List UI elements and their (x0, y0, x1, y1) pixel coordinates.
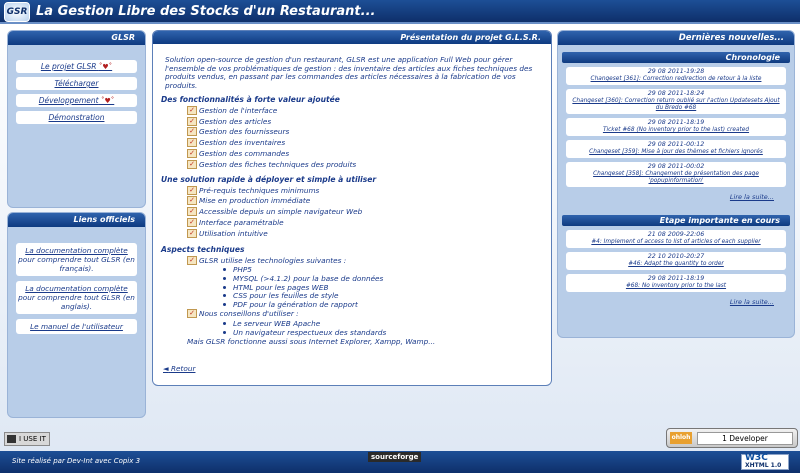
site-footer (0, 451, 800, 473)
news-date: 29 08 2011-00:02 (647, 163, 705, 170)
checkbox-icon: ✓ (187, 127, 197, 136)
feature-item (187, 159, 541, 170)
feature-label: Gestion des fiches techniques des produits (199, 159, 357, 169)
back-label: Retour (170, 364, 196, 373)
news-date: 22 10 2010-20:27 (647, 253, 705, 260)
news-date: 29 08 2011-18:24 (647, 90, 705, 97)
ohloh-logo: ohloh (670, 432, 692, 444)
news-item[interactable] (566, 140, 786, 158)
tech-uses-label: GLSR utilise les technologies suivantes : (199, 255, 347, 265)
feature-label: Gestion des commandes (199, 149, 290, 159)
tech-item (223, 283, 541, 292)
site-title: La Gestion Libre des Stocks d'un Restaurant... (36, 4, 376, 19)
news-date: 29 08 2011-18:19 (647, 275, 705, 282)
xhtml-label: XHTML (745, 462, 769, 469)
feature-item (187, 137, 541, 148)
milestone-title: Etape importante en cours (562, 215, 790, 226)
news-item[interactable] (566, 89, 786, 114)
features-title: Des fonctionnalités à forte valeur ajoutée (161, 95, 340, 104)
glsr-menu-title: GLSR (8, 31, 145, 45)
bullet-icon (223, 268, 226, 271)
menu-item-developpement[interactable] (16, 94, 137, 107)
compat-note: Mais GLSR fonctionne aussi sous Internet Explorer, Xampp, Wamp... (187, 336, 436, 346)
feature-item (187, 228, 541, 239)
presentation-title: Présentation du projet G.L.S.R. (153, 31, 551, 44)
milestone-item[interactable] (566, 252, 786, 270)
checkbox-icon: ✓ (187, 218, 197, 227)
advise-item (223, 319, 541, 328)
menu-item-projet[interactable] (16, 60, 137, 73)
i-use-it-badge[interactable] (4, 432, 50, 446)
feature-item (187, 196, 541, 207)
checkbox-icon: ✓ (187, 117, 197, 126)
news-item[interactable] (566, 162, 786, 187)
official-links-title: Liens officiels (8, 213, 145, 227)
official-links-panel (7, 212, 146, 418)
feature-item (187, 116, 541, 127)
feature-label: Utilisation intuitive (199, 228, 268, 238)
advise-item (223, 328, 541, 337)
heart-icon: ˚♥˚ (100, 97, 115, 105)
advise-label: Le serveur WEB Apache (233, 319, 321, 329)
checkbox-icon: ✓ (187, 160, 197, 169)
checkbox-icon: ✓ (187, 207, 197, 216)
checkbox-icon: ✓ (187, 186, 197, 195)
link-text: La documentation complète (25, 246, 128, 255)
menu-item-demonstration[interactable] (16, 111, 137, 124)
heart-icon: ˚♥˚ (98, 63, 113, 71)
feature-label: Pré-requis techniques minimums (199, 185, 320, 195)
news-text: #4: Implement of access to list of articles of each supplier (591, 239, 761, 245)
w3c-label: W3C (745, 453, 768, 463)
w3c-xhtml-badge[interactable] (741, 454, 789, 470)
tech-item (223, 300, 541, 309)
checkbox-icon: ✓ (187, 106, 197, 115)
news-title: Dernières nouvelles... (558, 31, 794, 45)
back-link[interactable] (163, 364, 195, 373)
news-date: 21 08 2009-22:06 (647, 231, 705, 238)
sourceforge-logo[interactable]: sourceforge (368, 452, 421, 462)
bullet-icon (223, 286, 226, 289)
checkbox-icon: ✓ (187, 138, 197, 147)
news-text: Changeset [360]: Correction return oublié sur l'action Updatesets Ajout du Bredo #68 (572, 98, 780, 111)
intro-text: Solution open-source de gestion d'un restaurant, GLSR est une application Full Web pour gérer l'ensemble de vos problématiques de gestion : des inventaire des articles aux fiches techniques des produits vendus, en passant par les commandes des articles nécessaires à la fabrication de vos produits. (165, 55, 533, 90)
news-text: #68: No inventory prior to the last (625, 283, 727, 289)
tech-advise-label: Nous conseillons d'utiliser : (199, 309, 299, 319)
tech-label: PHP5 (233, 265, 252, 275)
checkbox-icon: ✓ (187, 149, 197, 158)
presentation-panel (152, 30, 552, 386)
news-date: 29 08 2011-18:19 (647, 119, 705, 126)
footer-credit: Site réalisé par Dev-Int avec Copix 3 (12, 457, 141, 465)
tech-label: MYSQL (>4.1.2) pour la base de données (233, 273, 384, 283)
chrono-more-link[interactable]: Lire la suite... (729, 193, 774, 201)
milestone-item[interactable] (566, 230, 786, 248)
doc-fr-link[interactable] (16, 243, 137, 276)
feature-label: Gestion des inventaires (199, 138, 286, 148)
checkbox-icon: ✓ (187, 229, 197, 238)
news-date: 29 08 2011-00:12 (647, 141, 705, 148)
ohloh-user-icon (7, 435, 16, 443)
news-item[interactable] (566, 118, 786, 136)
feature-item (187, 127, 541, 138)
feature-item (187, 206, 541, 217)
feature-item (187, 185, 541, 196)
doc-en-link[interactable] (16, 281, 137, 314)
tech-advise (187, 309, 541, 320)
tech-uses (187, 255, 541, 266)
feature-label: Interface paramétrable (199, 218, 284, 228)
checkbox-icon: ✓ (187, 196, 197, 205)
bullet-icon (223, 331, 226, 334)
news-panel (557, 30, 795, 338)
milestone-more-link[interactable]: Lire la suite... (729, 298, 774, 306)
news-text: Changeset [358]: Changement de présentation des page 'popupinformation' (593, 171, 759, 184)
tech-label: HTML pour les pages WEB (233, 282, 329, 292)
user-manual-link[interactable] (16, 319, 137, 334)
iuseit-label: I USE IT (19, 435, 46, 443)
news-text: Changeset [361]: Correction redirection de retour à la liste (590, 76, 762, 82)
feature-item (187, 105, 541, 116)
tech-item (223, 274, 541, 283)
link-text: Le manuel de l'utilisateur (30, 322, 123, 331)
tech-title: Aspects techniques (161, 244, 245, 254)
bullet-icon (223, 303, 226, 306)
news-text: #46: Adapt the quantity to order (628, 261, 724, 267)
xhtml-version: 1.0 (770, 462, 782, 469)
feature-label: Accessible depuis un simple navigateur Web (199, 207, 363, 217)
bullet-icon (223, 277, 226, 280)
tech-item (223, 266, 541, 275)
news-text: Changeset [359]: Mise à jour des thèmes et fichiers ignorés (589, 149, 763, 155)
menu-item-label: Le projet GLSR (40, 62, 97, 71)
link-desc: pour comprendre tout GLSR (en anglais). (18, 293, 135, 311)
glsr-menu-panel (7, 30, 146, 208)
back-arrow-icon: ◄ (163, 364, 169, 373)
glsr-logo[interactable]: GSR (4, 2, 30, 22)
menu-item-label: Démonstration (48, 113, 105, 122)
feature-label: Mise en production immédiate (199, 196, 311, 206)
link-text: La documentation complète (25, 284, 128, 293)
tech-item (223, 291, 541, 300)
checkbox-icon: ✓ (187, 309, 197, 318)
feature-item (187, 217, 541, 228)
chrono-title: Chronologie (562, 52, 790, 63)
ohloh-widget[interactable] (666, 428, 798, 448)
feature-label: Gestion des fournisseurs (199, 127, 290, 137)
bullet-icon (223, 322, 226, 325)
tech-label: CSS pour les feuilles de style (233, 291, 339, 301)
feature-label: Gestion des articles (199, 116, 272, 126)
advise-label: Un navigateur respectueux des standards (233, 327, 387, 337)
menu-item-telecharger[interactable] (16, 77, 137, 90)
bullet-icon (223, 294, 226, 297)
link-desc: pour comprendre tout GLSR (en français). (18, 255, 135, 273)
feature-label: Gestion de l'interface (199, 105, 278, 115)
deploy-title: Une solution rapide à déployer et simple à utiliser (161, 174, 377, 184)
checkbox-icon: ✓ (187, 256, 197, 265)
news-text: Ticket #68 (No inventory prior to the last) created (602, 127, 750, 133)
menu-item-label: Développement (38, 96, 99, 105)
developer-count-button[interactable]: 1 Developer (697, 432, 793, 445)
milestone-item[interactable] (566, 274, 786, 292)
site-header (0, 0, 800, 24)
tech-label: PDF pour la génération de rapport (233, 299, 358, 309)
news-date: 29 08 2011-19:28 (647, 68, 705, 75)
feature-item (187, 148, 541, 159)
menu-item-label: Télécharger (54, 79, 99, 88)
news-item[interactable] (566, 67, 786, 85)
